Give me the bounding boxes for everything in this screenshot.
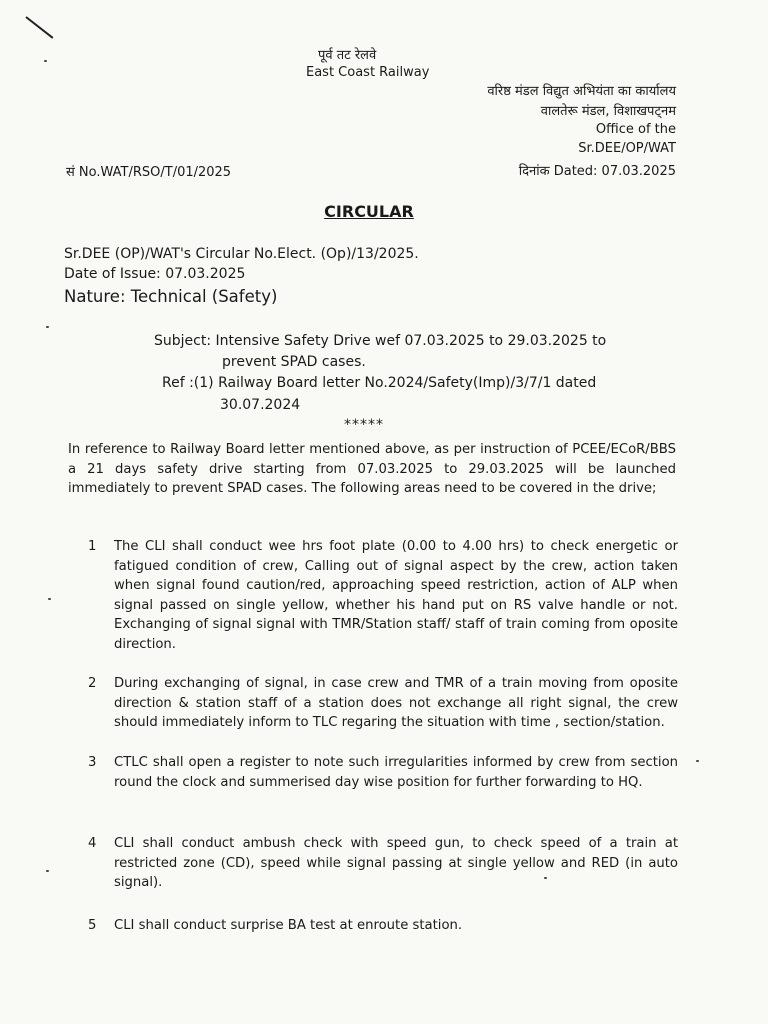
list-item-text: The CLI shall conduct wee hrs foot plate (0.00 to 4.00 hrs) to check energetic or fatigued condition of crew, Calling out of signal aspect by the crew, action taken when signal found caution/red, approaching speed restriction, action of ALP when signal passed on single yellow, whether his hand put on RS valve handle or not. Exchanging of signal signal with TMR/Station staff/ staff of train coming from oposite direction. [114, 539, 678, 652]
scan-speck [46, 326, 49, 328]
scan-speck [48, 598, 51, 600]
nature-of-circular: Nature: Technical (Safety) [64, 287, 278, 306]
list-item-text: CLI shall conduct surprise BA test at enroute station. [114, 918, 463, 933]
letter-date: दिनांक Dated: 07.03.2025 [518, 164, 676, 179]
section-separator: ***** [344, 417, 384, 433]
org-name-hindi: पूर्व तट रेलवे [318, 48, 377, 63]
list-item [88, 834, 678, 893]
letter-number: सं No.WAT/RSO/T/01/2025 [66, 165, 232, 180]
list-item-number: 5 [88, 918, 97, 933]
pen-mark [25, 16, 53, 39]
list-item-number: 2 [88, 676, 97, 691]
subject-line-continued: prevent SPAD cases. [222, 354, 366, 370]
intro-paragraph: In reference to Railway Board letter mentioned above, as per instruction of PCEE/ECoR/BBS a 21 days safety drive starting from 07.03.2025 to 29.03.2025 will be launched immediately to prevent SPAD cases. The following areas need to be covered in the drive; [68, 442, 676, 497]
office-designation: Sr.DEE/OP/WAT [578, 141, 676, 156]
list-item-number: 3 [88, 755, 97, 770]
office-name-hindi: वरिष्ठ मंडल विद्युत अभियंता का कार्यालय [487, 84, 676, 99]
list-item [88, 537, 678, 655]
reference-line-continued: 30.07.2024 [220, 397, 301, 413]
list-item-text: CLI shall conduct ambush check with speed gun, to check speed of a train at restricted zone (CD), speed while signal passing at single yellow and RED (in auto signal). [114, 836, 678, 891]
date-of-issue: Date of Issue: 07.03.2025 [64, 266, 246, 282]
document-title: CIRCULAR [324, 202, 414, 221]
org-name-english: East Coast Railway [306, 65, 430, 80]
list-item [88, 753, 678, 792]
scan-speck [44, 60, 47, 62]
circular-number: Sr.DEE (OP)/WAT's Circular No.Elect. (Op)/13/2025. [64, 246, 419, 262]
list-item-number: 4 [88, 836, 97, 851]
subject-line: Subject: Intensive Safety Drive wef 07.03.2025 to 29.03.2025 to [154, 333, 607, 349]
office-name-english: Office of the [595, 122, 676, 137]
reference-line: Ref :(1) Railway Board letter No.2024/Safety(Imp)/3/7/1 dated [162, 375, 597, 391]
office-division-hindi: वालतेरू मंडल, विशाखपट्नम [540, 104, 676, 119]
scan-speck [696, 760, 699, 762]
list-item [88, 674, 678, 733]
scan-speck [46, 870, 49, 872]
list-item-text: CTLC shall open a register to note such irregularities informed by crew from section round the clock and summerised day wise position for further forwarding to HQ. [114, 755, 678, 790]
list-item [88, 916, 678, 936]
list-item-text: During exchanging of signal, in case crew and TMR of a train moving from oposite direction & station staff of a station does not exchange all right signal, the crew should immediately inform to TLC regaring the situation with time , section/station. [114, 676, 678, 731]
list-item-number: 1 [88, 539, 97, 554]
